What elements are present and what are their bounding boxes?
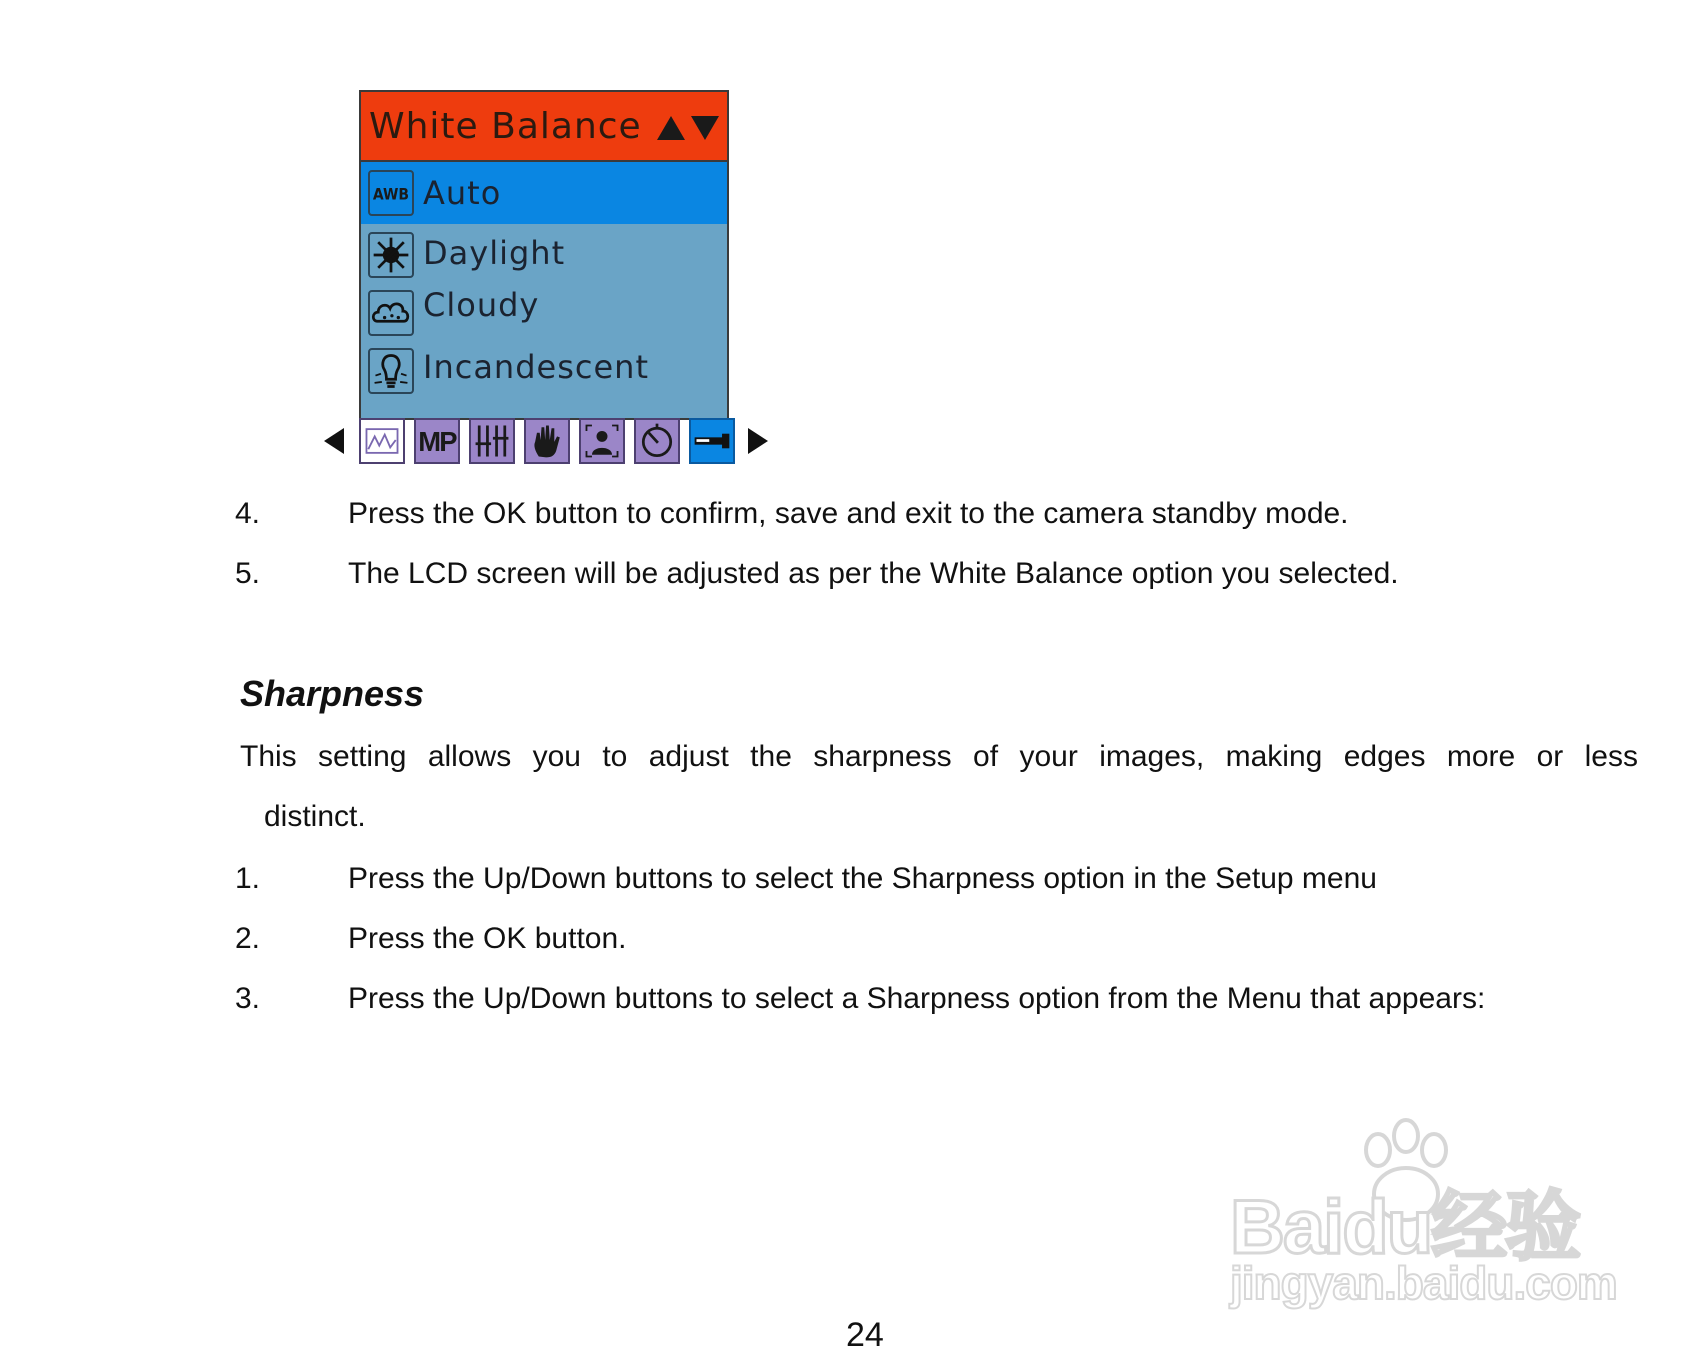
menu-item-cloudy: [361, 282, 727, 344]
sun-icon: [368, 232, 414, 278]
step-number: 2.: [235, 922, 261, 955]
menu-header: [361, 92, 727, 162]
menu-title: White Balance: [369, 106, 642, 147]
section-intro: This setting allows you to adjust the sharpness of your images, making edges more or less: [240, 740, 1638, 773]
sliders-icon: [471, 420, 513, 462]
face-detect-icon: [581, 420, 623, 462]
menu-item-incandescent: [361, 344, 727, 406]
step-number: 5.: [235, 557, 261, 590]
watermark-url: jingyan.baidu.com: [1230, 1257, 1617, 1309]
tab-setup: [689, 418, 735, 464]
white-balance-menu: [359, 90, 729, 420]
step-text: Press the OK button to confirm, save and exit to the camera standby mode.: [348, 497, 1349, 530]
page-number: 24: [846, 1316, 884, 1354]
self-timer-icon: [636, 420, 678, 462]
tab-megapixel: [414, 418, 460, 464]
hand-icon: [526, 420, 568, 462]
section-intro-continuation: distinct.: [264, 800, 366, 833]
bulb-icon: [368, 348, 414, 394]
watermark-brand: Baidu经验: [1230, 1185, 1580, 1270]
tab-image-quality: [359, 418, 405, 464]
menu-item-label: Auto: [423, 174, 502, 212]
step-text: Press the Up/Down buttons to select a Sharpness option from the Menu that appears:: [348, 982, 1486, 1015]
tab-stabilizer: [524, 418, 570, 464]
step-text: Press the OK button.: [348, 922, 627, 955]
menu-item-daylight: [361, 224, 727, 286]
tab-face-detect: [579, 418, 625, 464]
menu-item-label: Daylight: [423, 234, 566, 272]
cloud-icon: [368, 290, 414, 336]
menu-item-label: Cloudy: [423, 286, 540, 324]
tab-self-timer: [634, 418, 680, 464]
wrench-icon: [691, 420, 733, 462]
step-number: 4.: [235, 497, 261, 530]
svg-text:AWB: AWB: [372, 185, 410, 204]
left-arrow-icon: [322, 426, 346, 456]
menu-tab-bar: [322, 418, 772, 466]
step-number: 1.: [235, 862, 261, 895]
tab-sliders: [469, 418, 515, 464]
menu-item-label: Incandescent: [423, 348, 649, 386]
section-heading: Sharpness: [240, 673, 425, 714]
baidu-watermark: [1218, 1118, 1638, 1318]
up-down-arrows-icon: [655, 114, 721, 142]
megapixel-icon: MP: [418, 426, 456, 458]
menu-item-auto: [361, 162, 727, 224]
step-number: 3.: [235, 982, 261, 1015]
awb-icon: [368, 170, 414, 216]
step-text: Press the Up/Down buttons to select the Sharpness option in the Setup menu: [348, 862, 1377, 895]
right-arrow-icon: [746, 426, 770, 456]
step-text: The LCD screen will be adjusted as per the White Balance option you selected.: [348, 557, 1399, 590]
